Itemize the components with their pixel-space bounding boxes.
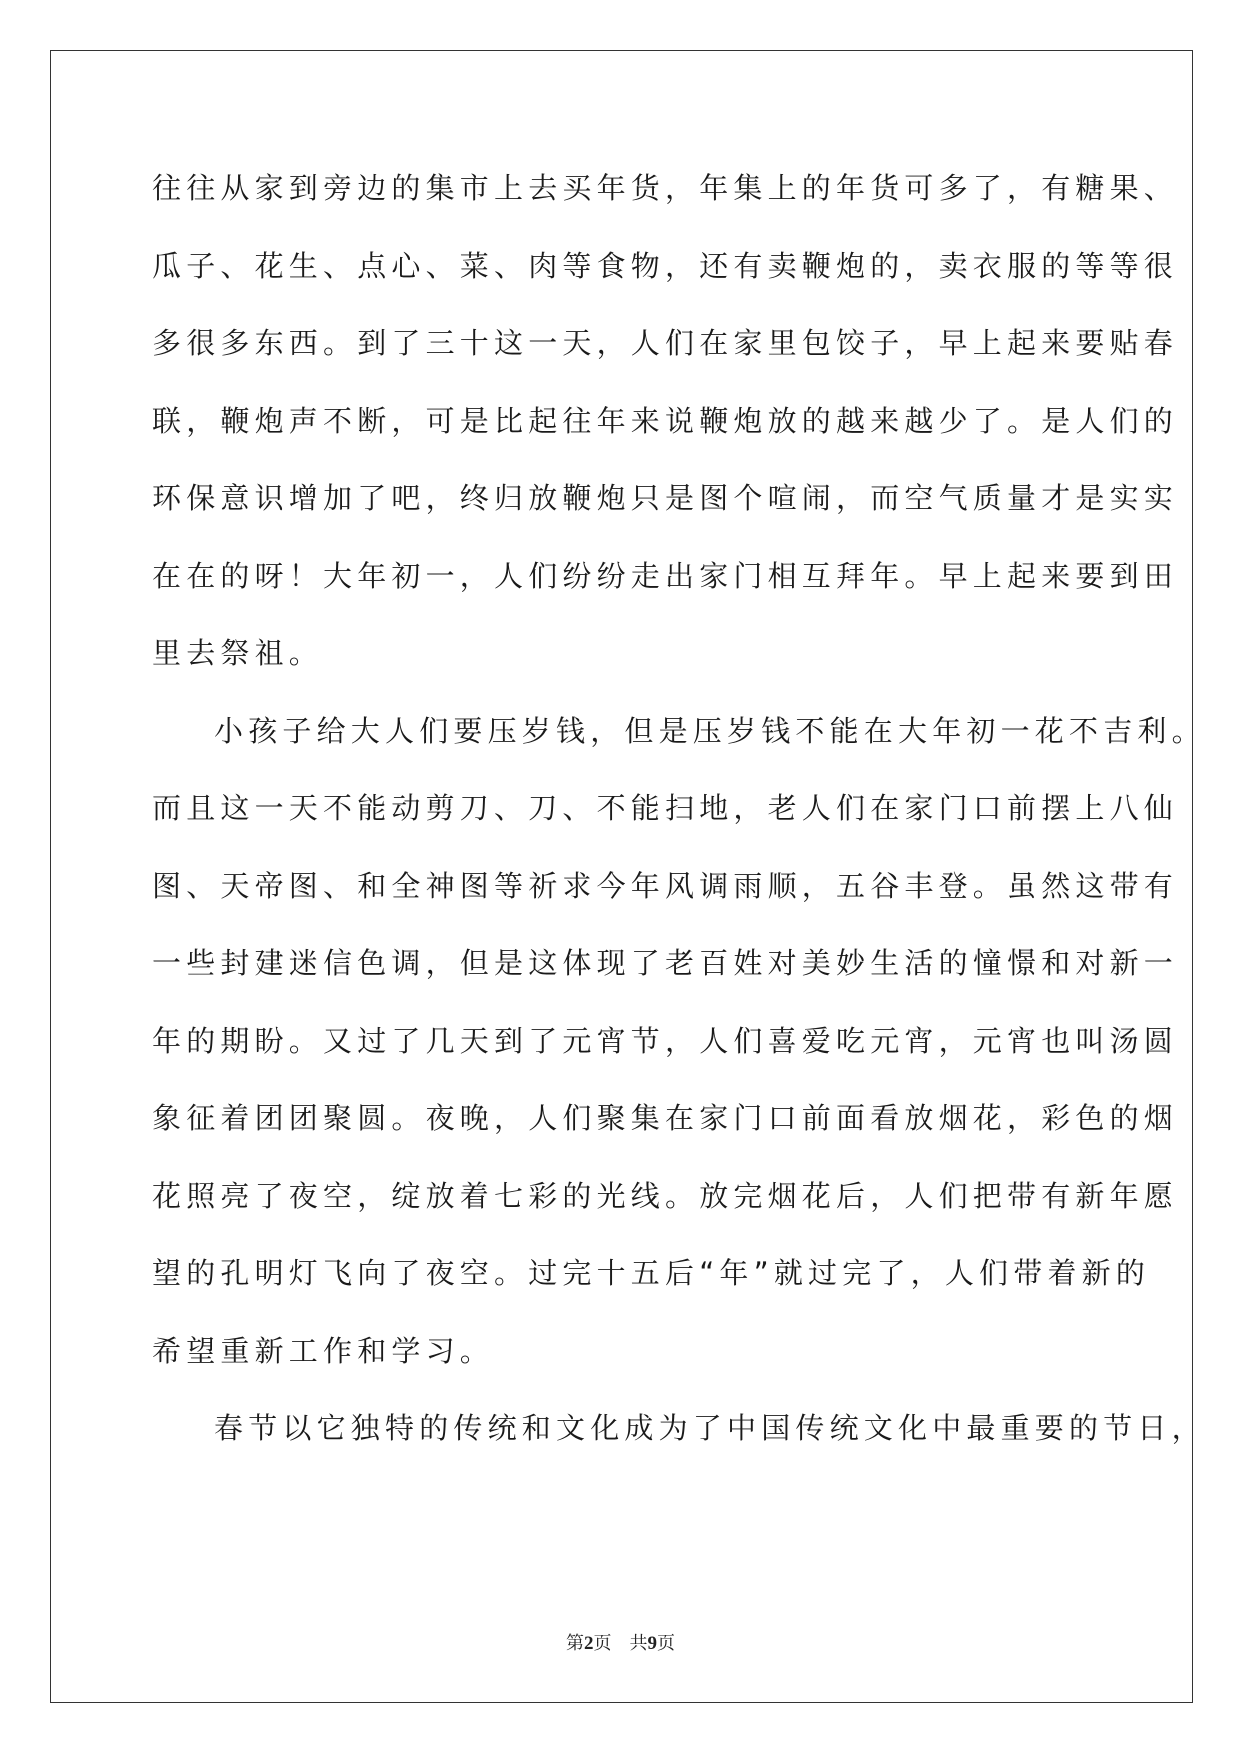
text-line: 花照亮了夜空，绽放着七彩的光线。放完烟花后，人们把带有新年愿 [152, 1178, 1179, 1213]
text-line: 图、天帝图、和全神图等祈求今年风调雨顺，五谷丰登。虽然这带有 [152, 868, 1179, 903]
total-pages: 9 [647, 1633, 657, 1654]
text-line: 瓜子、花生、点心、菜、肉等食物，还有卖鞭炮的，卖衣服的等等很 [152, 248, 1179, 283]
text-line: 里去祭祖。 [152, 636, 324, 670]
text-line: 联，鞭炮声不断，可是比起往年来说鞭炮放的越来越少了。是人们的 [152, 403, 1179, 438]
document-body [152, 150, 1206, 1468]
page-prefix: 第 [566, 1633, 584, 1654]
total-suffix: 页 [657, 1633, 675, 1654]
text-line: 一些封建迷信色调，但是这体现了老百姓对美妙生活的憧憬和对新一 [152, 946, 1179, 980]
text-line: 多很多东西。到了三十这一天，人们在家里包饺子，早上起来要贴春 [152, 326, 1179, 360]
text-line: 往往从家到旁边的集市上去买年货，年集上的年货可多了，有糖果、 [152, 171, 1179, 205]
text-line: 希望重新工作和学习。 [152, 1333, 495, 1368]
total-prefix: 共 [629, 1633, 648, 1654]
text-line: 环保意识增加了吧，终归放鞭炮只是图个喧闹，而空气质量才是实实 [152, 481, 1179, 515]
page-footer [0, 1629, 1241, 1655]
paragraph-first-line: 春节以它独特的传统和文化成为了中国传统文化中最重要的节日， [214, 1411, 1206, 1445]
text-line: 在在的呀！大年初一，人们纷纷走出家门相互拜年。早上起来要到田 [152, 558, 1179, 593]
page-number: 2 [584, 1633, 594, 1654]
text-line: 象征着团团聚圆。夜晚，人们聚集在家门口前面看放烟花，彩色的烟 [152, 1101, 1179, 1135]
text-line: 而且这一天不能动剪刀、刀、不能扫地，老人们在家门口前摆上八仙 [152, 791, 1179, 825]
page-suffix: 页 [593, 1633, 612, 1654]
paragraph-first-line: 小孩子给大人们要压岁钱，但是压岁钱不能在大年初一花不吉利。 [214, 713, 1206, 748]
text-line: 望的孔明灯飞向了夜空。过完十五后“年”就过完了，人们带着新的 [152, 1256, 1151, 1290]
text-line: 年的期盼。又过了几天到了元宵节，人们喜爱吃元宵，元宵也叫汤圆 [152, 1023, 1179, 1058]
